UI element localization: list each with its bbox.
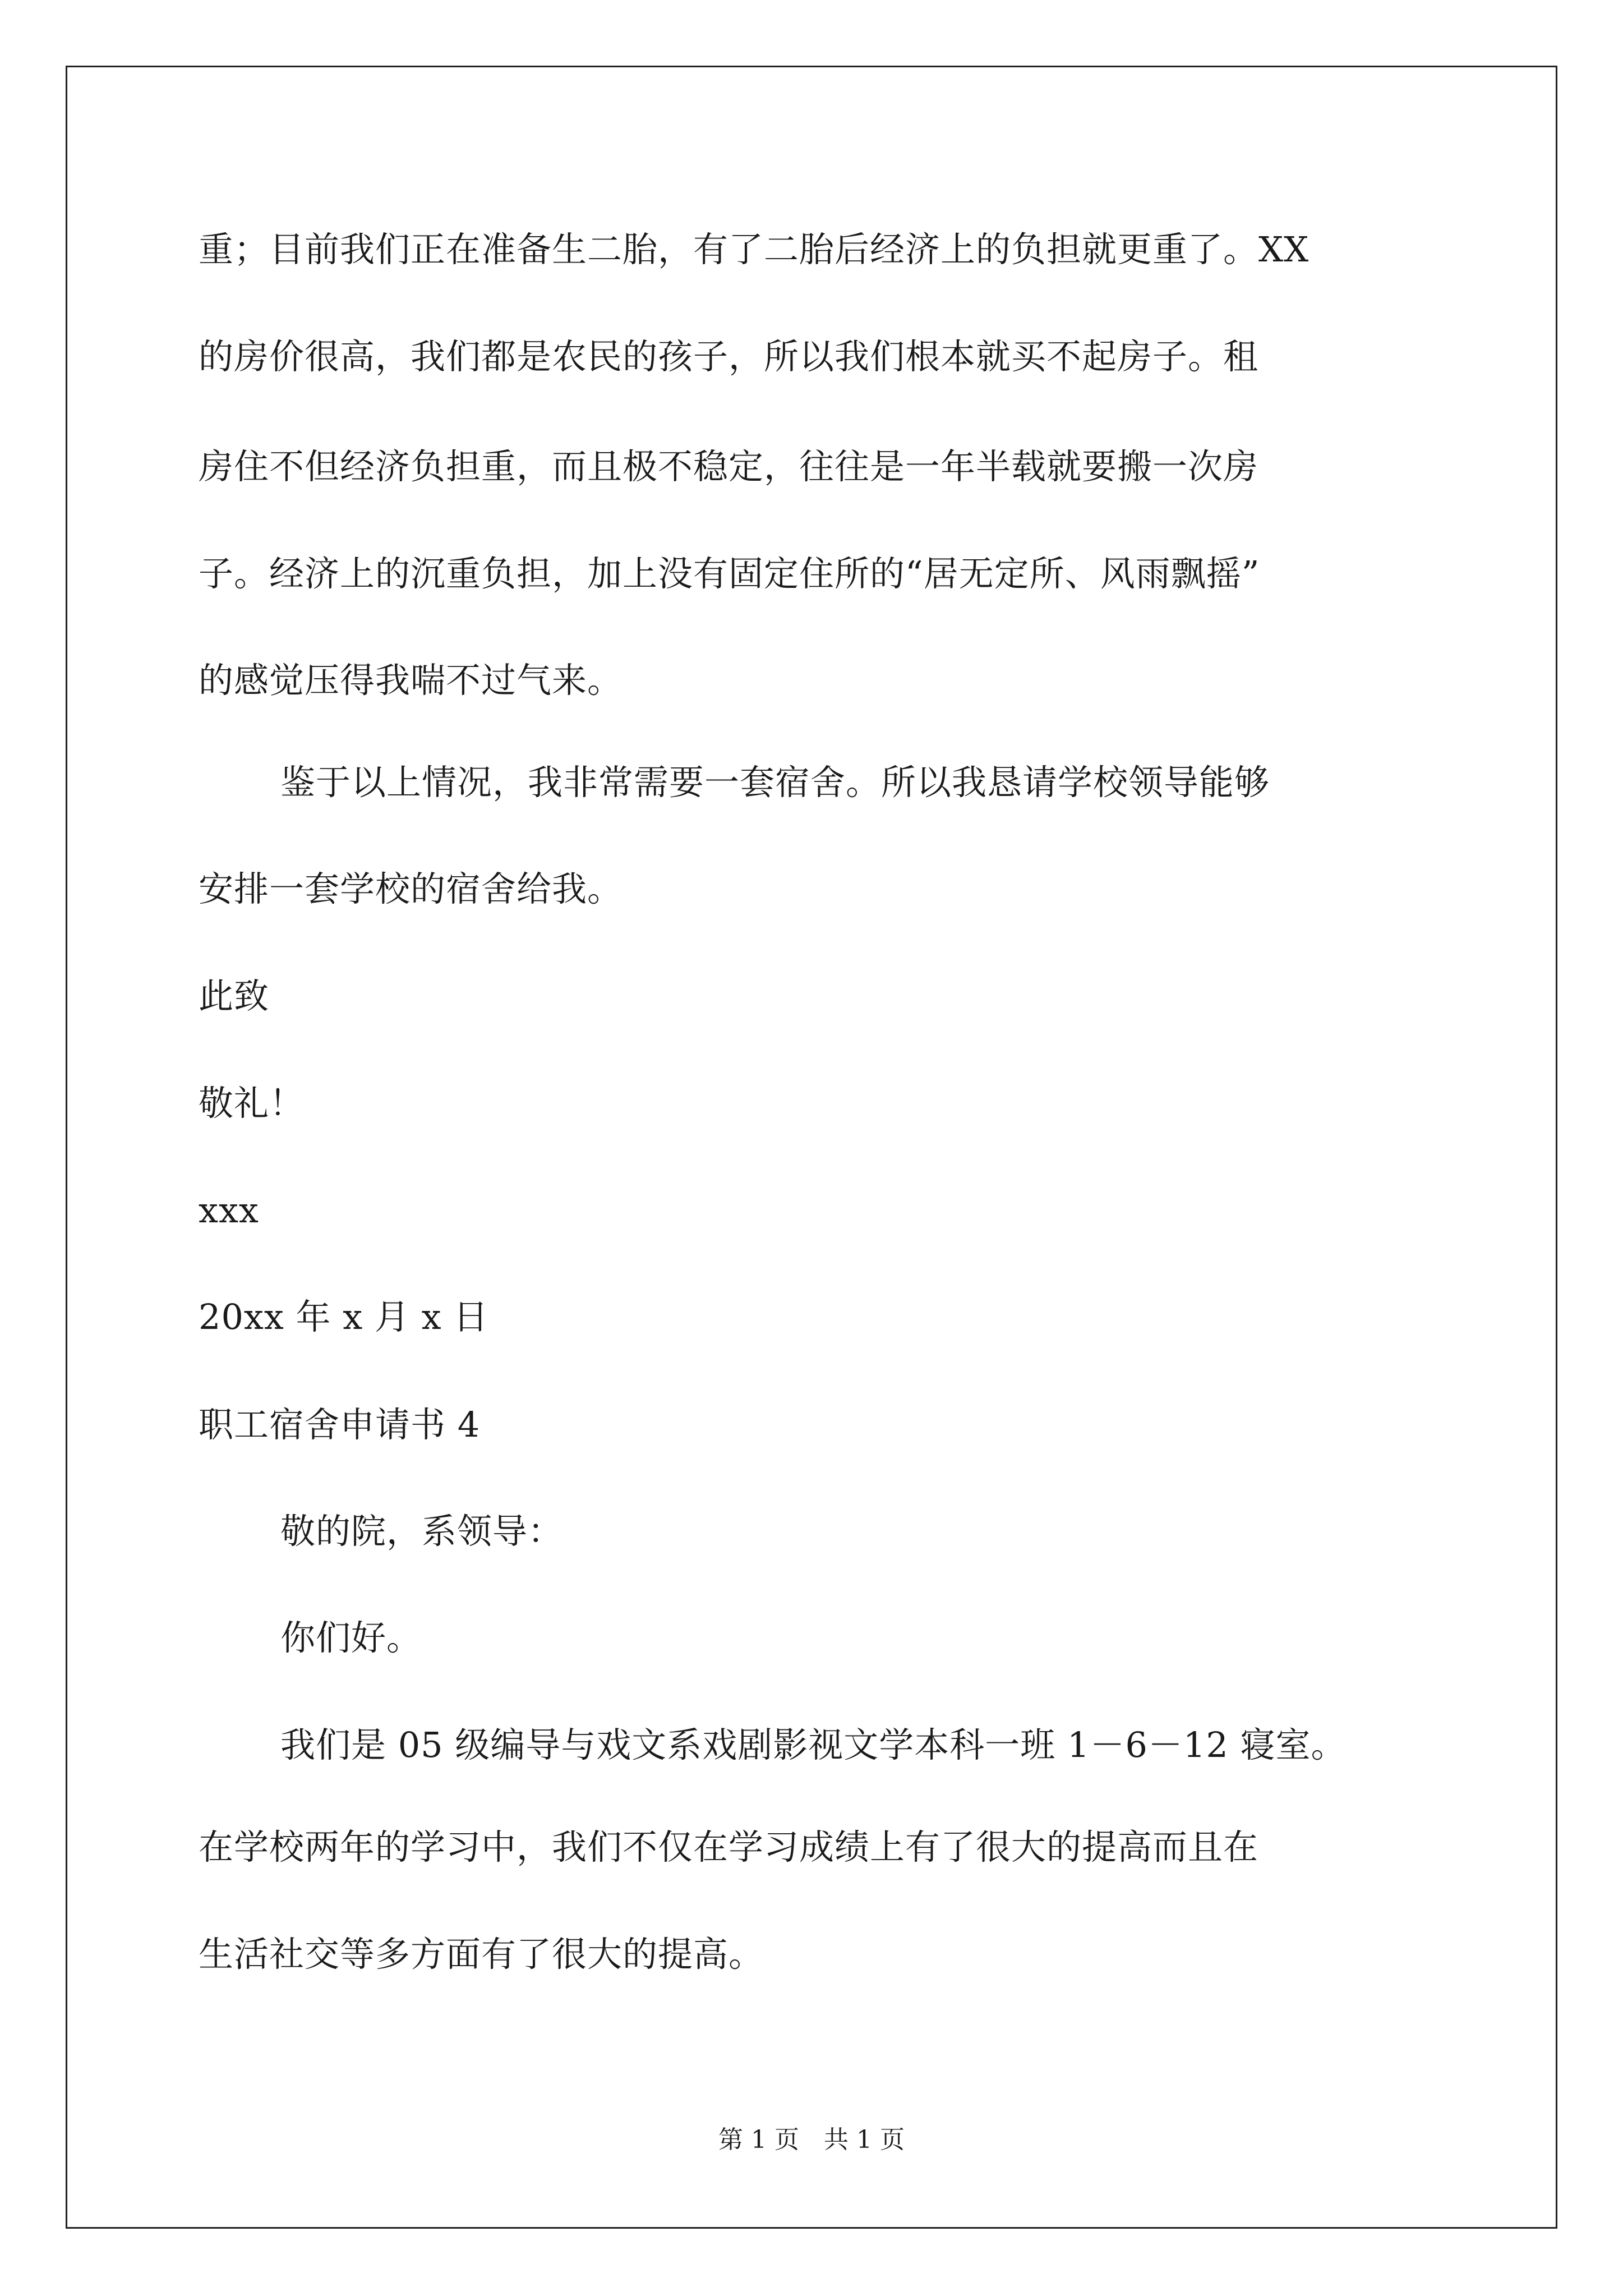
body-line: 安排一套学校的宿舍给我。 <box>199 868 623 909</box>
body-line: 房住不但经济负担重，而且极不稳定，往往是一年半载就要搬一次房 <box>199 446 1259 487</box>
salutation-line: 敬的院，系领导： <box>280 1511 564 1552</box>
signature-line: xxx <box>199 1190 259 1231</box>
body-line: 重；目前我们正在准备生二胎，有了二胎后经济上的负担就更重了。XX <box>199 229 1310 270</box>
body-line: 的感觉压得我喘不过气来。 <box>199 660 623 701</box>
section-title: 职工宿舍申请书 4 <box>199 1404 481 1445</box>
body-line: 我们是 05 级编导与戏文系戏剧影视文学本科一班 1－6－12 寝室。 <box>280 1724 1347 1765</box>
date-line: 20xx 年 x 月 x 日 <box>199 1296 489 1337</box>
body-line: 在学校两年的学习中，我们不仅在学习成绩上有了很大的提高而且在 <box>199 1826 1259 1867</box>
body-line: 子。经济上的沉重负担，加上没有固定住所的“居无定所、风雨飘摇” <box>199 553 1260 594</box>
page-border <box>66 66 1557 2229</box>
body-line: 的房价很高，我们都是农民的孩子，所以我们根本就买不起房子。租 <box>199 336 1259 377</box>
closing-line: 敬礼！ <box>199 1083 305 1124</box>
body-line: 生活社交等多方面有了很大的提高。 <box>199 1934 764 1975</box>
body-line: 鉴于以上情况，我非常需要一套宿舍。所以我恳请学校领导能够 <box>280 762 1270 803</box>
greeting-line: 你们好。 <box>280 1617 422 1658</box>
page-footer: 第 1 页 共 1 页 <box>718 2125 905 2154</box>
closing-line: 此致 <box>199 976 270 1016</box>
